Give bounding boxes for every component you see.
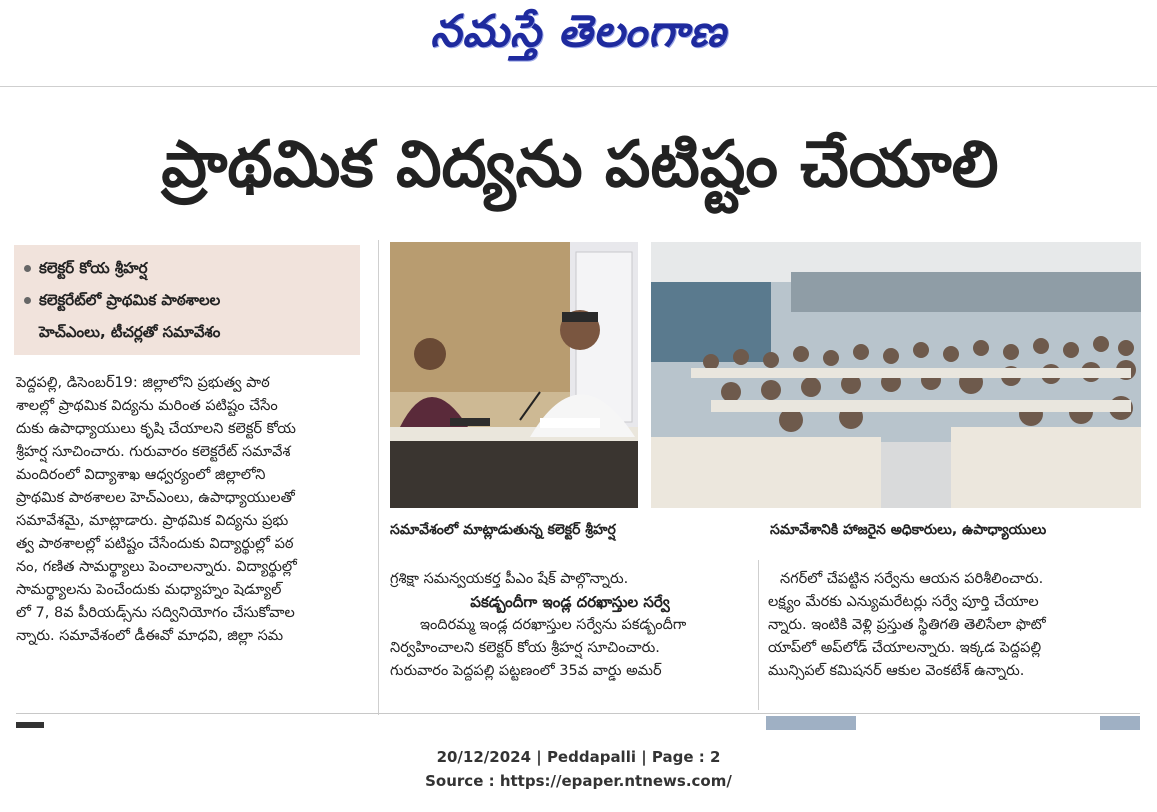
footer-date-line: 20/12/2024 | Peddapalli | Page : 2 — [436, 748, 721, 766]
body-line: గురువారం పెద్దపల్లి పట్టణంలో 35వ వార్డు అమర్ — [390, 663, 662, 679]
highlight-item — [24, 259, 148, 281]
sub-headline: పకడ్బందీగా ఇండ్ల దరఖాస్తుల సర్వే — [470, 593, 670, 611]
body-line: పెద్దపల్లి, డిసెంబర్19: జిల్లాలోని ప్రభుత్వ పాఠ — [16, 375, 270, 391]
body-line: గ్రశిక్షా సమన్వయకర్త పీఎం షేక్ పాల్గొన్నారు. — [390, 571, 629, 587]
body-line: న్నారు. సమావేశంలో డీఈవో మాధవి, జిల్లా సమ — [16, 628, 284, 644]
body-line: త్వ పాఠశాలల్లో పటిష్టం చేసేందుకు విద్యార్థుల్లో పఠ — [16, 536, 294, 552]
footer-source-line: Source : https://epaper.ntnews.com/ — [425, 772, 732, 790]
body-line: శాలల్లో ప్రాథమిక విద్యను మరింత పటిష్టం చేసేం — [16, 398, 278, 414]
photo-caption-right: సమావేశానికి హాజరైన అధికారులు, ఉపాధ్యాయులు — [770, 522, 1047, 538]
photo-audience-hall — [651, 242, 1141, 508]
body-line: యాప్‌లో అప్‌లోడ్ చేయాలన్నారు. ఇక్కడ పెద్దపల్లి — [768, 640, 1042, 656]
photo-caption-left: సమావేశంలో మాట్లాడుతున్న కలెక్టర్ శ్రీహర్ష — [390, 522, 616, 538]
body-line: ఇందిరమ్మ ఇండ్ల దరఖాస్తుల సర్వేను పకడ్బందీగా — [420, 617, 687, 633]
photo-collector-illustration — [390, 242, 638, 508]
highlights-box — [14, 245, 360, 355]
next-article-image-strip — [1100, 716, 1140, 730]
photo-collector-speaking — [390, 242, 638, 508]
next-article-text-fragment — [16, 722, 44, 728]
column-divider — [378, 240, 379, 715]
article-column-2 — [390, 568, 750, 683]
newspaper-masthead-logo: నమస్తే తెలంగాణ — [430, 6, 727, 57]
highlight-text: కలెక్టర్ కోయ శ్రీహర్ష — [39, 259, 148, 277]
highlight-item-continued — [39, 323, 220, 345]
body-line: మందిరంలో విద్యాశాఖ ఆధ్వర్యంలో జిల్లాలోని — [16, 467, 266, 483]
body-line: శ్రీహర్ష సూచించారు. గురువారం కలెక్టరేట్ సమావేశ — [16, 444, 291, 460]
next-article-image-strip — [766, 716, 856, 730]
body-line: నగర్‌లో చేపట్టిన సర్వేను ఆయన పరిశీలించారు. — [780, 571, 1044, 587]
body-line: న్నారు. ఇంటికి వెళ్లి ప్రస్తుత స్థితిగతి తెలిసేలా ఫొటో — [768, 617, 1046, 633]
highlight-text: కలెక్టరేట్‌లో ప్రాథమిక పాఠశాలల — [39, 291, 221, 309]
page-bottom-divider — [16, 713, 1140, 714]
article-headline: ప్రాథమిక విద్యను పటిష్టం చేయాలి — [161, 128, 999, 202]
highlight-item — [24, 291, 220, 313]
bullet-icon — [24, 265, 31, 272]
body-line: నిర్వహించాలని కలెక్టర్ కోయ శ్రీహర్ష సూచించారు. — [390, 640, 660, 656]
body-line: సామర్థ్యాలను పెంచేందుకు మధ్యాహ్నం షెడ్యూల్ — [16, 582, 282, 598]
article-column-1 — [16, 372, 366, 648]
body-line: మున్సిపల్ కమిషనర్ ఆకుల వెంకటేశ్ ఉన్నారు. — [768, 663, 1025, 679]
body-line: లక్ష్యం మేరకు ఎన్యుమరేటర్లు సర్వే పూర్తి చేయాల — [768, 594, 1039, 610]
body-line: ప్రాథమిక పాఠశాలల హెచ్‌ఎంలు, ఉపాధ్యాయులతో — [16, 490, 295, 506]
article-column-3 — [768, 568, 1140, 683]
body-line: సమావేశమై, మాట్లాడారు. ప్రాథమిక విద్యను ప్రభు — [16, 513, 289, 529]
highlight-text: హెచ్‌ఎంలు, టీచర్లతో సమావేశం — [39, 323, 221, 341]
body-line: లో 7, 8వ పీరియడ్స్‌ను సద్వినియోగం చేసుకోవాల — [16, 605, 295, 621]
bullet-icon — [24, 297, 31, 304]
column-divider — [758, 560, 759, 710]
photo-hall-illustration — [651, 242, 1141, 508]
body-line: నం, గణిత సామర్థ్యాలు పెంచాలన్నారు. విద్యార్థుల్లో — [16, 559, 297, 575]
masthead-divider — [0, 86, 1157, 87]
body-line: దుకు ఉపాధ్యాయులు కృషి చేయాలని కలెక్టర్ కోయ — [16, 421, 296, 437]
